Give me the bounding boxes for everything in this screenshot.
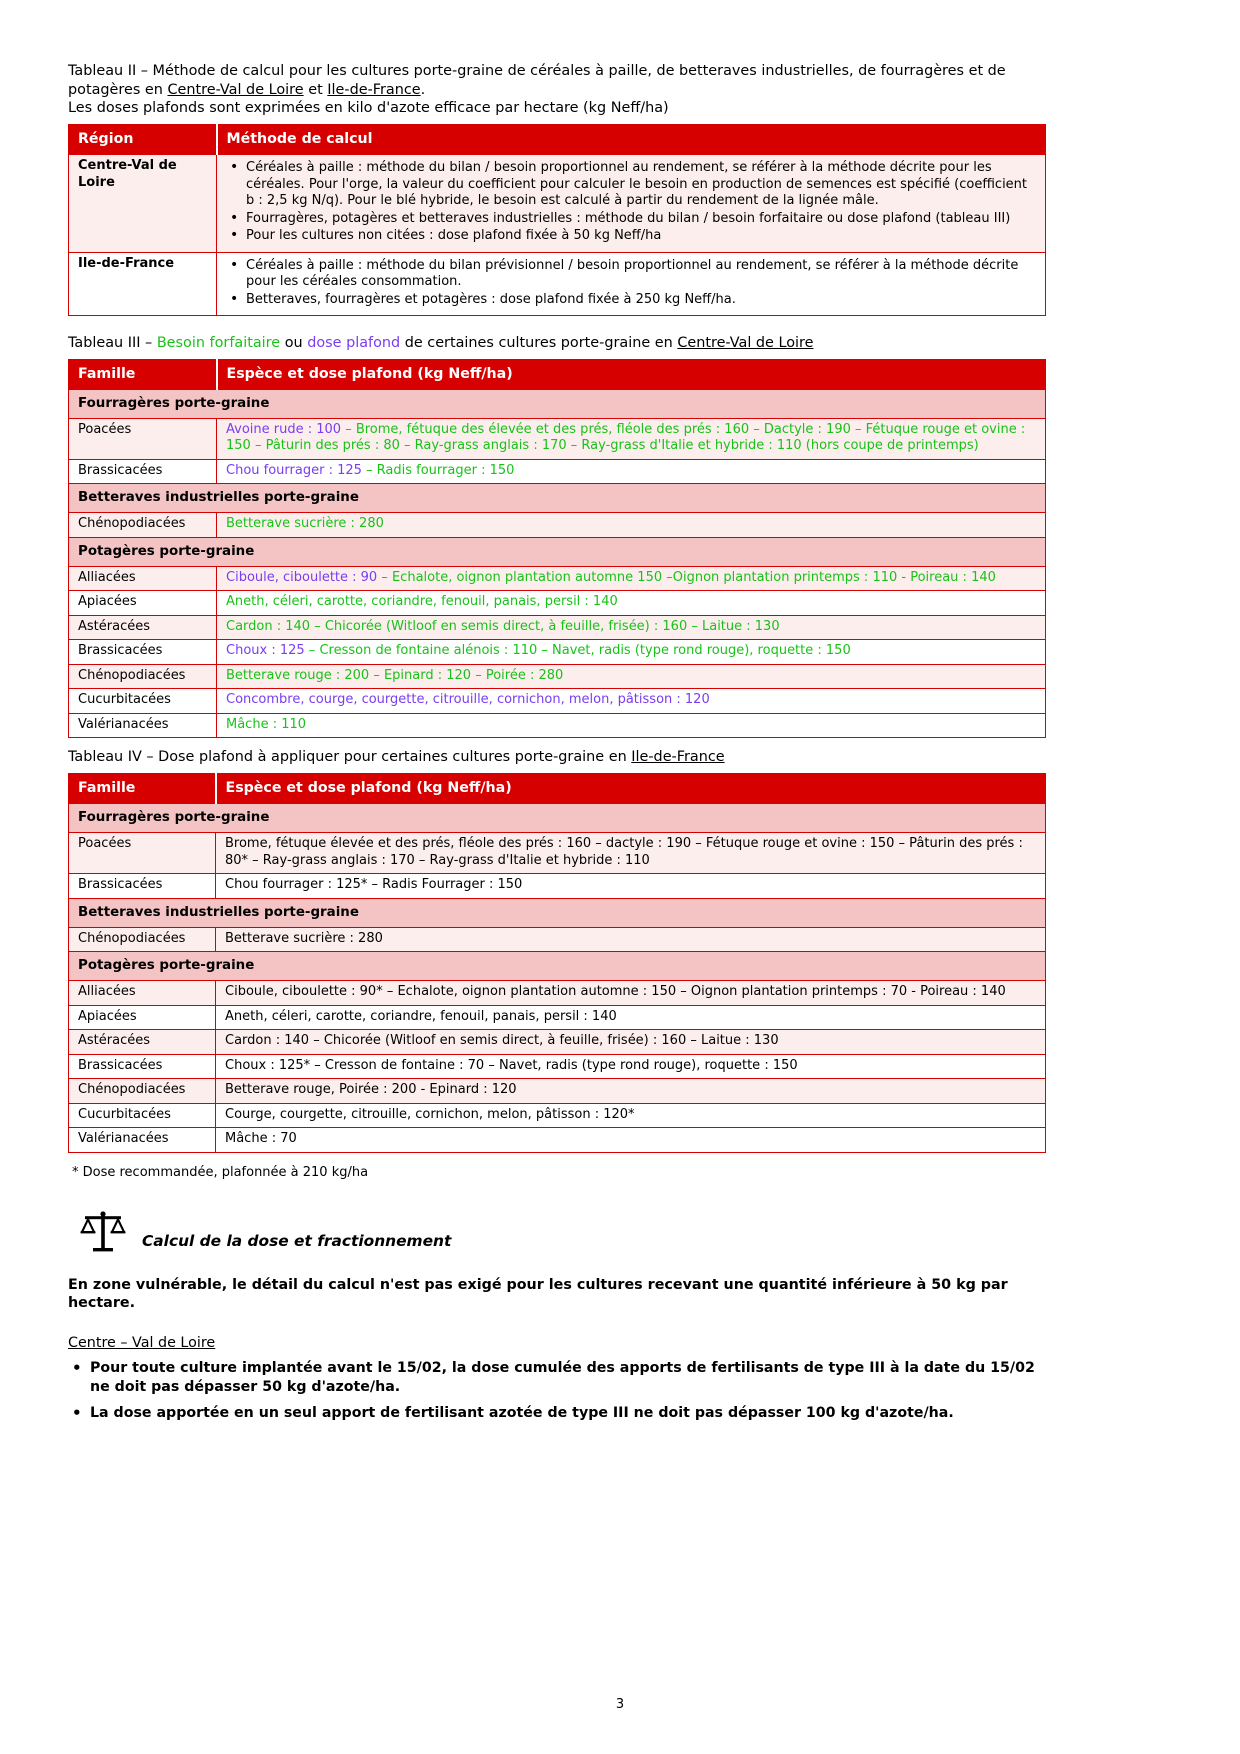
table-row (69, 418, 1046, 459)
table2-header-region: Région (69, 125, 217, 155)
famille-cell: Apiacées (69, 591, 217, 616)
table-row (69, 155, 1046, 253)
famille-cell: Astéracées (69, 1030, 216, 1055)
famille-cell: Astéracées (69, 615, 217, 640)
table-row (69, 874, 1046, 899)
espece-cell (217, 615, 1046, 640)
espece-segment: Cardon : 140 – Chicorée (Witloof en semis direct, à feuille, frisée) : 160 – Laitue : 130 (226, 618, 780, 634)
espece-segment: Mâche : 110 (226, 716, 307, 732)
espece-segment: Brome, fétuque des élevée et des prés, fléole des prés : 160 – Dactyle : 190 – Fétuque rouge et ovine : 150 – Pâturin des prés : 80 – Ray-grass anglais : 170 – Ray-grass d'Italie et hybride : 110 (hors coupe de printemps) (226, 421, 1026, 454)
table-row (69, 664, 1046, 689)
table2-header-row (69, 125, 1046, 155)
table-row (69, 591, 1046, 616)
famille-cell: Chénopodiacées (69, 1079, 216, 1104)
list-item: • Céréales à paille : méthode du bilan prévisionnel / besoin proportionnel au rendement, se référer à la méthode décrite pour les céréales consommation. (226, 258, 1037, 291)
espece-segment: – (361, 462, 377, 478)
famille-cell: Chénopodiacées (69, 513, 217, 538)
table-row (69, 713, 1046, 738)
list-item: • Fourragères, potagères et betteraves industrielles : méthode du bilan / besoin forfaitaire ou dose plafond (tableau III) (226, 211, 1037, 228)
espece-segment: – (377, 569, 392, 585)
list-item: • Betteraves, fourragères et potagères : dose plafond fixée à 250 kg Neff/ha. (226, 292, 1037, 309)
famille-cell: Apiacées (69, 1005, 216, 1030)
espece-segment: – (304, 643, 320, 659)
table3-header-espece: Espèce et dose plafond (kg Neff/ha) (217, 359, 1046, 389)
famille-cell: Cucurbitacées (69, 1103, 216, 1128)
band-label: Potagères porte-graine (69, 952, 1046, 981)
espece-segment: Chou fourrager : 125 (226, 462, 362, 478)
table3-caption (68, 334, 1050, 353)
espece-cell: Mâche : 70 (216, 1128, 1046, 1153)
espece-segment: Betterave sucrière : 280 (226, 516, 384, 532)
list-item: • Pour toute culture implantée avant le 15/02, la dose cumulée des apports de fertilisants de type III à la date du 15/02 ne doit pas dépasser 50 kg d'azote/ha. (68, 1359, 1050, 1397)
table-row (69, 689, 1046, 714)
footnote-dose-recommandee: * Dose recommandée, plafonnée à 210 kg/ha (72, 1164, 369, 1180)
table-row (69, 833, 1046, 874)
list-item: • La dose apportée en un seul apport de fertilisant azotée de type III ne doit pas dépasser 100 kg d'azote/ha. (68, 1404, 1050, 1423)
espece-cell: Aneth, céleri, carotte, coriandre, fenouil, panais, persil : 140 (216, 1005, 1046, 1030)
espece-cell: Courge, courgette, citrouille, cornichon, melon, pâtisson : 120* (216, 1103, 1046, 1128)
table4-header-row (69, 774, 1046, 804)
espece-segment: Radis fourrager : 150 (376, 462, 515, 478)
table3-caption-besoin-forfaitaire: Besoin forfaitaire (156, 335, 281, 352)
table4-caption-region: Ile-de-France (631, 749, 725, 766)
famille-cell: Valérianacées (69, 713, 217, 738)
famille-cell: Chénopodiacées (69, 664, 217, 689)
table3-caption-region: Centre-Val de Loire (677, 335, 814, 352)
table2-methode-idf (217, 252, 1046, 316)
table3-header-row (69, 359, 1046, 389)
table-row (69, 1103, 1046, 1128)
famille-cell: Brassicacées (69, 874, 216, 899)
espece-segment: Cresson de fontaine alénois : 110 – Navet, radis (type rond rouge), roquette : 150 (319, 643, 851, 659)
espece-cell: Betterave rouge, Poirée : 200 - Epinard : 120 (216, 1079, 1046, 1104)
table-row (69, 1054, 1046, 1079)
table-dose-plafond-idf (68, 773, 1046, 1153)
espece-cell: Betterave sucrière : 280 (216, 927, 1046, 952)
espece-cell: Chou fourrager : 125* – Radis Fourrager : 150 (216, 874, 1046, 899)
table3-caption-post: de certaines cultures porte-graine en (400, 335, 678, 352)
band-label: Betteraves industrielles porte-graine (69, 898, 1046, 927)
famille-cell: Brassicacées (69, 640, 217, 665)
table3-caption-dose-plafond: dose plafond (307, 335, 401, 352)
table4-header-espece: Espèce et dose plafond (kg Neff/ha) (216, 774, 1046, 804)
table4-band-betteraves (69, 898, 1046, 927)
table-row (69, 981, 1046, 1006)
band-label: Betteraves industrielles porte-graine (69, 484, 1046, 513)
table-row (69, 1079, 1046, 1104)
table2-methode-cvl (217, 155, 1046, 253)
table2-caption-line2: Les doses plafonds sont exprimées en kilo d'azote efficace par hectare (kg Neff/ha) (68, 100, 669, 117)
famille-cell: Cucurbitacées (69, 689, 217, 714)
famille-cell: Alliacées (69, 566, 217, 591)
espece-cell (217, 689, 1046, 714)
table-row (69, 640, 1046, 665)
table3-band-betteraves (69, 484, 1046, 513)
espece-cell (217, 418, 1046, 459)
table2-caption-line1: Tableau II – Méthode de calcul pour les cultures porte-graine de céréales à paille, de betteraves industrielles, de fourragères et de potagères en (68, 63, 1006, 98)
famille-cell: Poacées (69, 833, 216, 874)
band-label: Fourragères porte-graine (69, 389, 1046, 418)
espece-cell (217, 591, 1046, 616)
famille-cell: Alliacées (69, 981, 216, 1006)
espece-cell: Choux : 125* – Cresson de fontaine : 70 – Navet, radis (type rond rouge), roquette : 150 (216, 1054, 1046, 1079)
section-subheading-cvl: Centre – Val de Loire (68, 1334, 216, 1351)
table-row (69, 252, 1046, 316)
table2-caption-end: . (420, 81, 426, 98)
table3-band-fourrageres (69, 389, 1046, 418)
espece-segment: – (341, 421, 356, 437)
table2-caption-region2: Ile-de-France (327, 81, 421, 98)
espece-segment: Echalote, oignon plantation automne 150 –Oignon plantation printemps : 110 - Poireau : 140 (391, 569, 996, 585)
espece-cell: Brome, fétuque élevée et des prés, fléole des prés : 160 – dactyle : 190 – Fétuque rouge et ovine : 150 – Pâturin des prés : 80* – Ray-grass anglais : 170 – Ray-grass d'Italie et hybride : 110 (216, 833, 1046, 874)
section-bullet-list (68, 1359, 1050, 1423)
famille-cell: Chénopodiacées (69, 927, 216, 952)
table2-caption (68, 62, 1050, 118)
bullet-list (226, 258, 1037, 309)
table-row (69, 459, 1046, 484)
espece-cell: Ciboule, ciboulette : 90* – Echalote, oignon plantation automne : 150 – Oignon plantation printemps : 70 - Poireau : 140 (216, 981, 1046, 1006)
espece-cell (217, 664, 1046, 689)
famille-cell: Brassicacées (69, 1054, 216, 1079)
table3-band-potageres (69, 537, 1046, 566)
table4-band-potageres (69, 952, 1046, 981)
table-besoin-forfaitaire-cvl (68, 359, 1046, 739)
section-title: Calcul de la dose et fractionnement (142, 1231, 452, 1250)
table-methode-calcul (68, 124, 1046, 316)
table-row (69, 513, 1046, 538)
famille-cell: Poacées (69, 418, 217, 459)
espece-segment: Betterave rouge : 200 – Epinard : 120 – Poirée : 280 (226, 667, 564, 683)
table4-header-famille: Famille (69, 774, 216, 804)
table3-caption-pre: Tableau III – (68, 335, 157, 352)
table-row (69, 566, 1046, 591)
table3-header-famille: Famille (69, 359, 217, 389)
bullet-list (226, 160, 1037, 245)
espece-cell (217, 459, 1046, 484)
table-row (69, 1005, 1046, 1030)
table-row (69, 615, 1046, 640)
table4-caption (68, 748, 1050, 767)
section-header-calcul-dose (80, 1210, 1050, 1254)
espece-cell (217, 566, 1046, 591)
band-label: Potagères porte-graine (69, 537, 1046, 566)
espece-cell (217, 640, 1046, 665)
table2-header-methode: Méthode de calcul (217, 125, 1046, 155)
espece-segment: Choux : 125 (226, 643, 305, 659)
famille-cell: Valérianacées (69, 1128, 216, 1153)
table-row (69, 1030, 1046, 1055)
espece-segment: Concombre, courge, courgette, citrouille, cornichon, melon, pâtisson : 120 (226, 692, 710, 708)
table2-caption-region1: Centre-Val de Loire (167, 81, 304, 98)
page-number: 3 (615, 1697, 625, 1712)
list-item: • Céréales à paille : méthode du bilan / besoin proportionnel au rendement, se référer à la méthode décrite pour les céréales. Pour l'orge, la valeur du coefficient pour calculer le besoin en production de semences est spécifié (coefficient b : 2,5 kg N/q). Pour le blé hybride, le besoin est calculé à partir du rendement de la lignée mâle. (226, 160, 1037, 210)
balance-scales-icon (80, 1210, 126, 1254)
table2-region-idf: Ile-de-France (69, 252, 217, 316)
section-lead-text: En zone vulnérable, le détail du calcul n'est pas exigé pour les cultures recevant une quantité inférieure à 50 kg par hectare. (68, 1276, 1008, 1312)
list-item: • Pour les cultures non citées : dose plafond fixée à 50 kg Neff/ha (226, 228, 1037, 245)
table4-caption-pre: Tableau IV – Dose plafond à appliquer pour certaines cultures porte-graine en (68, 749, 632, 766)
table2-caption-mid: et (303, 81, 328, 98)
table2-region-cvl: Centre-Val de Loire (69, 155, 217, 253)
espece-segment: Ciboule, ciboulette : 90 (226, 569, 378, 585)
band-label: Fourragères porte-graine (69, 804, 1046, 833)
table4-band-fourrageres (69, 804, 1046, 833)
espece-cell (217, 713, 1046, 738)
espece-cell (217, 513, 1046, 538)
espece-segment: Aneth, céleri, carotte, coriandre, fenouil, panais, persil : 140 (226, 594, 618, 610)
famille-cell: Brassicacées (69, 459, 217, 484)
espece-cell: Cardon : 140 – Chicorée (Witloof en semis direct, à feuille, frisée) : 160 – Laitue : 130 (216, 1030, 1046, 1055)
table-row (69, 1128, 1046, 1153)
table3-caption-ou: ou (280, 335, 308, 352)
table-row (69, 927, 1046, 952)
espece-segment: Avoine rude : 100 (226, 421, 342, 437)
